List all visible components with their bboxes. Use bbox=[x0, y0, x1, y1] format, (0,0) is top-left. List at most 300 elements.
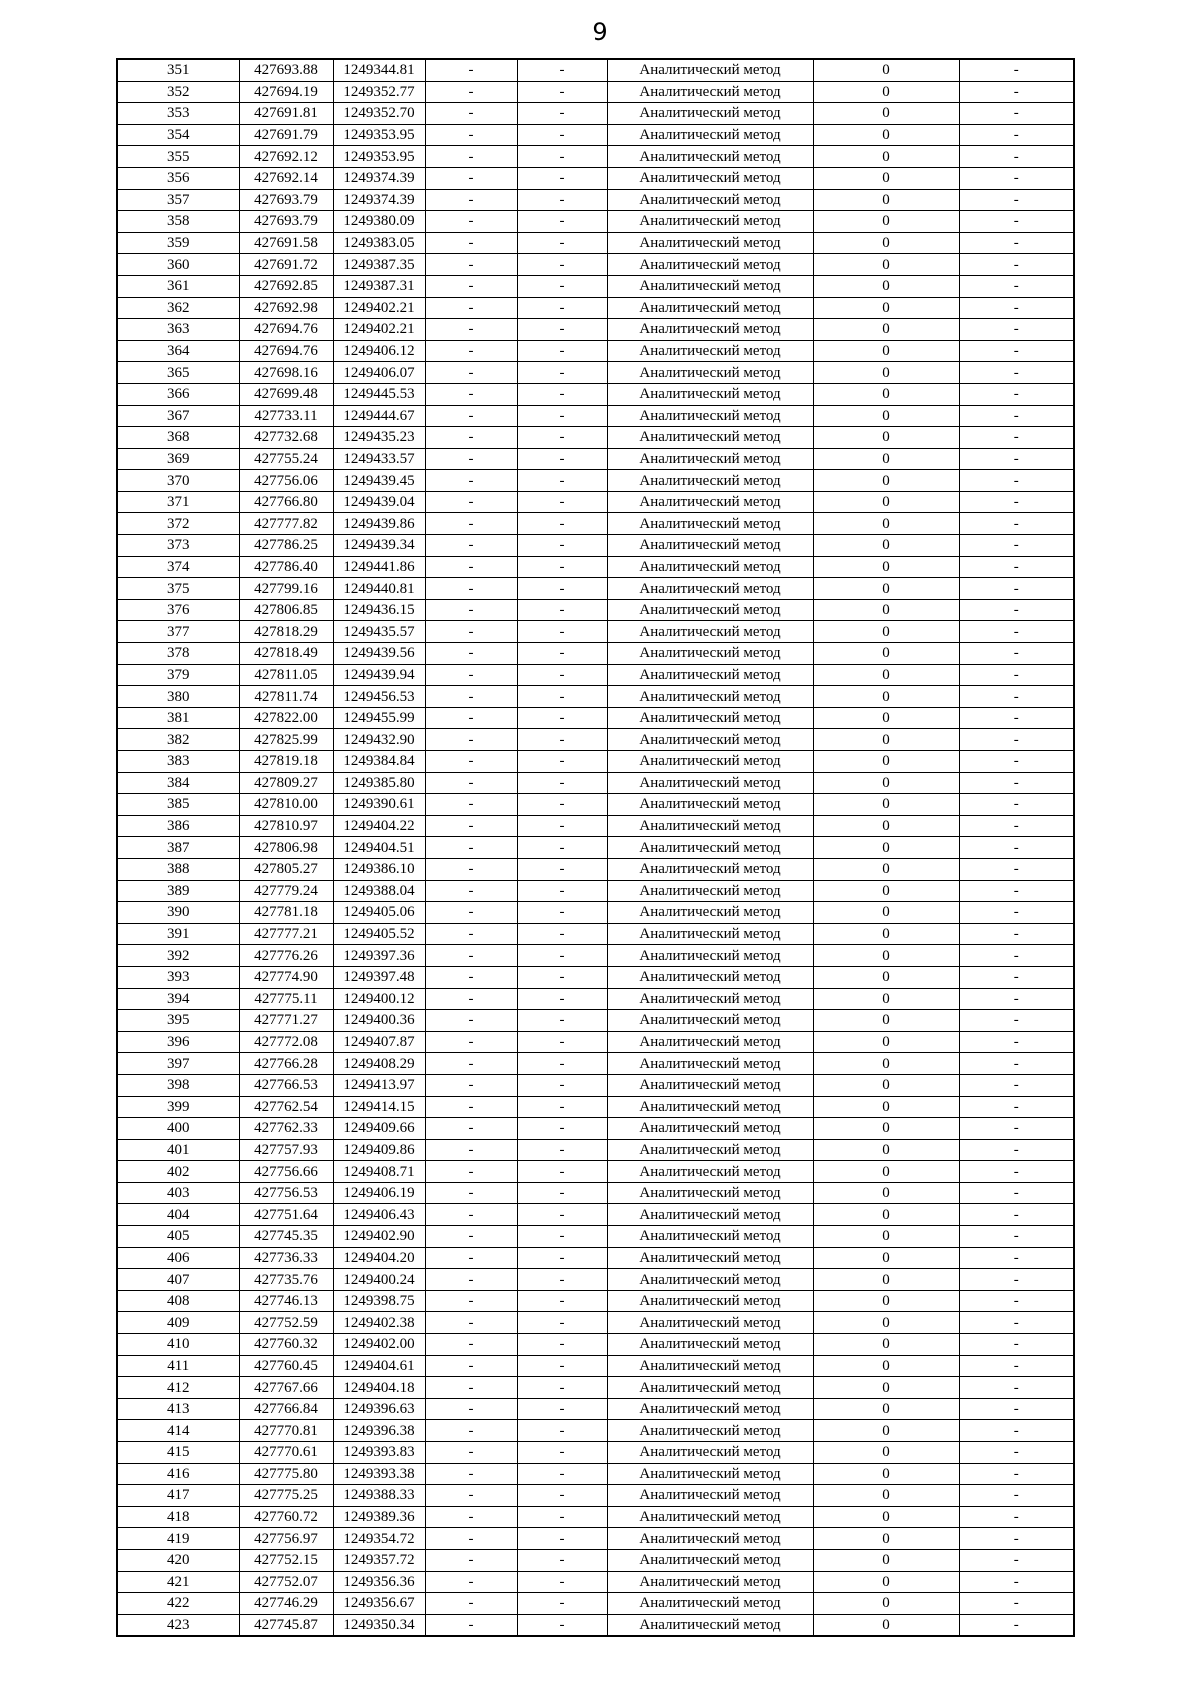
y-coordinate-cell: 1249402.21 bbox=[333, 297, 425, 319]
dash-cell-b: - bbox=[517, 448, 607, 470]
dash-cell-a: - bbox=[425, 470, 517, 492]
dash-cell-b: - bbox=[517, 340, 607, 362]
table-row bbox=[117, 1614, 1074, 1636]
point-number-cell: 386 bbox=[117, 815, 239, 837]
table-row bbox=[117, 1118, 1074, 1140]
dash-cell-c: - bbox=[959, 319, 1074, 341]
point-number-cell: 422 bbox=[117, 1593, 239, 1615]
dash-cell-a: - bbox=[425, 297, 517, 319]
method-cell: Аналитический метод bbox=[607, 837, 813, 859]
table-row bbox=[117, 1593, 1074, 1615]
point-number-cell: 351 bbox=[117, 59, 239, 81]
dash-cell-b: - bbox=[517, 966, 607, 988]
method-cell: Аналитический метод bbox=[607, 1182, 813, 1204]
precision-cell: 0 bbox=[813, 59, 959, 81]
dash-cell-c: - bbox=[959, 837, 1074, 859]
method-cell: Аналитический метод bbox=[607, 643, 813, 665]
x-coordinate-cell: 427755.24 bbox=[239, 448, 333, 470]
x-coordinate-cell: 427809.27 bbox=[239, 772, 333, 794]
point-number-cell: 381 bbox=[117, 707, 239, 729]
y-coordinate-cell: 1249396.63 bbox=[333, 1398, 425, 1420]
table-row bbox=[117, 966, 1074, 988]
y-coordinate-cell: 1249439.04 bbox=[333, 491, 425, 513]
dash-cell-b: - bbox=[517, 945, 607, 967]
table-row bbox=[117, 340, 1074, 362]
method-cell: Аналитический метод bbox=[607, 1506, 813, 1528]
y-coordinate-cell: 1249389.36 bbox=[333, 1506, 425, 1528]
dash-cell-b: - bbox=[517, 1182, 607, 1204]
method-cell: Аналитический метод bbox=[607, 383, 813, 405]
precision-cell: 0 bbox=[813, 772, 959, 794]
y-coordinate-cell: 1249406.12 bbox=[333, 340, 425, 362]
precision-cell: 0 bbox=[813, 1204, 959, 1226]
x-coordinate-cell: 427694.76 bbox=[239, 319, 333, 341]
y-coordinate-cell: 1249393.38 bbox=[333, 1463, 425, 1485]
method-cell: Аналитический метод bbox=[607, 1247, 813, 1269]
precision-cell: 0 bbox=[813, 319, 959, 341]
y-coordinate-cell: 1249406.19 bbox=[333, 1182, 425, 1204]
method-cell: Аналитический метод bbox=[607, 966, 813, 988]
method-cell: Аналитический метод bbox=[607, 146, 813, 168]
precision-cell: 0 bbox=[813, 211, 959, 233]
precision-cell: 0 bbox=[813, 1269, 959, 1291]
dash-cell-a: - bbox=[425, 103, 517, 125]
precision-cell: 0 bbox=[813, 1290, 959, 1312]
y-coordinate-cell: 1249353.95 bbox=[333, 146, 425, 168]
table-row bbox=[117, 815, 1074, 837]
dash-cell-a: - bbox=[425, 81, 517, 103]
table-row bbox=[117, 405, 1074, 427]
dash-cell-c: - bbox=[959, 815, 1074, 837]
dash-cell-b: - bbox=[517, 103, 607, 125]
table-row bbox=[117, 1226, 1074, 1248]
y-coordinate-cell: 1249385.80 bbox=[333, 772, 425, 794]
dash-cell-b: - bbox=[517, 1549, 607, 1571]
table-row bbox=[117, 1096, 1074, 1118]
dash-cell-c: - bbox=[959, 59, 1074, 81]
dash-cell-b: - bbox=[517, 1506, 607, 1528]
method-cell: Аналитический метод bbox=[607, 1442, 813, 1464]
y-coordinate-cell: 1249455.99 bbox=[333, 707, 425, 729]
dash-cell-a: - bbox=[425, 966, 517, 988]
dash-cell-b: - bbox=[517, 81, 607, 103]
dash-cell-c: - bbox=[959, 340, 1074, 362]
table-row bbox=[117, 513, 1074, 535]
dash-cell-a: - bbox=[425, 1549, 517, 1571]
point-number-cell: 357 bbox=[117, 189, 239, 211]
method-cell: Аналитический метод bbox=[607, 1269, 813, 1291]
precision-cell: 0 bbox=[813, 1593, 959, 1615]
precision-cell: 0 bbox=[813, 664, 959, 686]
x-coordinate-cell: 427760.45 bbox=[239, 1355, 333, 1377]
dash-cell-a: - bbox=[425, 1506, 517, 1528]
method-cell: Аналитический метод bbox=[607, 297, 813, 319]
x-coordinate-cell: 427767.66 bbox=[239, 1377, 333, 1399]
dash-cell-a: - bbox=[425, 1355, 517, 1377]
y-coordinate-cell: 1249405.06 bbox=[333, 902, 425, 924]
dash-cell-b: - bbox=[517, 1053, 607, 1075]
point-number-cell: 408 bbox=[117, 1290, 239, 1312]
dash-cell-c: - bbox=[959, 1226, 1074, 1248]
dash-cell-c: - bbox=[959, 1074, 1074, 1096]
x-coordinate-cell: 427693.88 bbox=[239, 59, 333, 81]
x-coordinate-cell: 427699.48 bbox=[239, 383, 333, 405]
dash-cell-b: - bbox=[517, 362, 607, 384]
table-row bbox=[117, 275, 1074, 297]
point-number-cell: 384 bbox=[117, 772, 239, 794]
dash-cell-b: - bbox=[517, 491, 607, 513]
table-row bbox=[117, 59, 1074, 81]
method-cell: Аналитический метод bbox=[607, 491, 813, 513]
x-coordinate-cell: 427760.32 bbox=[239, 1334, 333, 1356]
dash-cell-c: - bbox=[959, 167, 1074, 189]
point-number-cell: 363 bbox=[117, 319, 239, 341]
x-coordinate-cell: 427810.97 bbox=[239, 815, 333, 837]
table-row bbox=[117, 81, 1074, 103]
dash-cell-b: - bbox=[517, 1312, 607, 1334]
dash-cell-c: - bbox=[959, 1204, 1074, 1226]
method-cell: Аналитический метод bbox=[607, 902, 813, 924]
dash-cell-c: - bbox=[959, 1442, 1074, 1464]
dash-cell-c: - bbox=[959, 858, 1074, 880]
table-row bbox=[117, 902, 1074, 924]
precision-cell: 0 bbox=[813, 1506, 959, 1528]
coordinates-table bbox=[116, 58, 1075, 1637]
point-number-cell: 378 bbox=[117, 643, 239, 665]
table-row bbox=[117, 1031, 1074, 1053]
dash-cell-b: - bbox=[517, 1247, 607, 1269]
table-row bbox=[117, 491, 1074, 513]
precision-cell: 0 bbox=[813, 1549, 959, 1571]
point-number-cell: 377 bbox=[117, 621, 239, 643]
dash-cell-c: - bbox=[959, 1031, 1074, 1053]
method-cell: Аналитический метод bbox=[607, 1139, 813, 1161]
point-number-cell: 352 bbox=[117, 81, 239, 103]
dash-cell-b: - bbox=[517, 1571, 607, 1593]
table-row bbox=[117, 1182, 1074, 1204]
y-coordinate-cell: 1249445.53 bbox=[333, 383, 425, 405]
dash-cell-b: - bbox=[517, 275, 607, 297]
y-coordinate-cell: 1249387.35 bbox=[333, 254, 425, 276]
dash-cell-a: - bbox=[425, 146, 517, 168]
y-coordinate-cell: 1249432.90 bbox=[333, 729, 425, 751]
dash-cell-a: - bbox=[425, 599, 517, 621]
table-row bbox=[117, 167, 1074, 189]
precision-cell: 0 bbox=[813, 794, 959, 816]
table-row bbox=[117, 556, 1074, 578]
point-number-cell: 403 bbox=[117, 1182, 239, 1204]
x-coordinate-cell: 427752.15 bbox=[239, 1549, 333, 1571]
x-coordinate-cell: 427692.85 bbox=[239, 275, 333, 297]
dash-cell-a: - bbox=[425, 1074, 517, 1096]
table-row bbox=[117, 858, 1074, 880]
dash-cell-b: - bbox=[517, 1139, 607, 1161]
dash-cell-a: - bbox=[425, 232, 517, 254]
x-coordinate-cell: 427693.79 bbox=[239, 211, 333, 233]
precision-cell: 0 bbox=[813, 1485, 959, 1507]
dash-cell-a: - bbox=[425, 880, 517, 902]
dash-cell-a: - bbox=[425, 1528, 517, 1550]
dash-cell-b: - bbox=[517, 902, 607, 924]
x-coordinate-cell: 427745.35 bbox=[239, 1226, 333, 1248]
method-cell: Аналитический метод bbox=[607, 880, 813, 902]
dash-cell-c: - bbox=[959, 923, 1074, 945]
dash-cell-a: - bbox=[425, 1118, 517, 1140]
point-number-cell: 418 bbox=[117, 1506, 239, 1528]
method-cell: Аналитический метод bbox=[607, 448, 813, 470]
dash-cell-b: - bbox=[517, 1593, 607, 1615]
precision-cell: 0 bbox=[813, 686, 959, 708]
dash-cell-c: - bbox=[959, 988, 1074, 1010]
dash-cell-c: - bbox=[959, 1312, 1074, 1334]
table-row bbox=[117, 535, 1074, 557]
dash-cell-b: - bbox=[517, 794, 607, 816]
dash-cell-a: - bbox=[425, 1377, 517, 1399]
y-coordinate-cell: 1249357.72 bbox=[333, 1549, 425, 1571]
precision-cell: 0 bbox=[813, 751, 959, 773]
precision-cell: 0 bbox=[813, 1614, 959, 1636]
x-coordinate-cell: 427732.68 bbox=[239, 427, 333, 449]
x-coordinate-cell: 427762.33 bbox=[239, 1118, 333, 1140]
y-coordinate-cell: 1249435.57 bbox=[333, 621, 425, 643]
table-row bbox=[117, 1161, 1074, 1183]
point-number-cell: 421 bbox=[117, 1571, 239, 1593]
dash-cell-c: - bbox=[959, 405, 1074, 427]
x-coordinate-cell: 427775.80 bbox=[239, 1463, 333, 1485]
dash-cell-c: - bbox=[959, 1334, 1074, 1356]
point-number-cell: 401 bbox=[117, 1139, 239, 1161]
x-coordinate-cell: 427766.80 bbox=[239, 491, 333, 513]
x-coordinate-cell: 427777.21 bbox=[239, 923, 333, 945]
dash-cell-c: - bbox=[959, 772, 1074, 794]
dash-cell-b: - bbox=[517, 599, 607, 621]
dash-cell-c: - bbox=[959, 362, 1074, 384]
y-coordinate-cell: 1249400.12 bbox=[333, 988, 425, 1010]
dash-cell-b: - bbox=[517, 880, 607, 902]
precision-cell: 0 bbox=[813, 1377, 959, 1399]
dash-cell-c: - bbox=[959, 232, 1074, 254]
y-coordinate-cell: 1249388.33 bbox=[333, 1485, 425, 1507]
method-cell: Аналитический метод bbox=[607, 232, 813, 254]
y-coordinate-cell: 1249402.21 bbox=[333, 319, 425, 341]
precision-cell: 0 bbox=[813, 1074, 959, 1096]
dash-cell-c: - bbox=[959, 707, 1074, 729]
point-number-cell: 402 bbox=[117, 1161, 239, 1183]
dash-cell-a: - bbox=[425, 1096, 517, 1118]
precision-cell: 0 bbox=[813, 707, 959, 729]
table-row bbox=[117, 1549, 1074, 1571]
dash-cell-b: - bbox=[517, 707, 607, 729]
y-coordinate-cell: 1249408.29 bbox=[333, 1053, 425, 1075]
precision-cell: 0 bbox=[813, 103, 959, 125]
table-row bbox=[117, 664, 1074, 686]
dash-cell-a: - bbox=[425, 1053, 517, 1075]
method-cell: Аналитический метод bbox=[607, 772, 813, 794]
precision-cell: 0 bbox=[813, 945, 959, 967]
dash-cell-b: - bbox=[517, 858, 607, 880]
method-cell: Аналитический метод bbox=[607, 513, 813, 535]
precision-cell: 0 bbox=[813, 297, 959, 319]
x-coordinate-cell: 427757.93 bbox=[239, 1139, 333, 1161]
table-row bbox=[117, 578, 1074, 600]
y-coordinate-cell: 1249439.34 bbox=[333, 535, 425, 557]
dash-cell-a: - bbox=[425, 189, 517, 211]
precision-cell: 0 bbox=[813, 578, 959, 600]
x-coordinate-cell: 427746.29 bbox=[239, 1593, 333, 1615]
dash-cell-b: - bbox=[517, 1161, 607, 1183]
dash-cell-a: - bbox=[425, 405, 517, 427]
x-coordinate-cell: 427756.53 bbox=[239, 1182, 333, 1204]
dash-cell-c: - bbox=[959, 297, 1074, 319]
x-coordinate-cell: 427779.24 bbox=[239, 880, 333, 902]
point-number-cell: 389 bbox=[117, 880, 239, 902]
method-cell: Аналитический метод bbox=[607, 1161, 813, 1183]
precision-cell: 0 bbox=[813, 1398, 959, 1420]
y-coordinate-cell: 1249397.48 bbox=[333, 966, 425, 988]
method-cell: Аналитический метод bbox=[607, 1549, 813, 1571]
x-coordinate-cell: 427756.97 bbox=[239, 1528, 333, 1550]
dash-cell-b: - bbox=[517, 1355, 607, 1377]
precision-cell: 0 bbox=[813, 1420, 959, 1442]
method-cell: Аналитический метод bbox=[607, 664, 813, 686]
precision-cell: 0 bbox=[813, 405, 959, 427]
dash-cell-c: - bbox=[959, 448, 1074, 470]
dash-cell-c: - bbox=[959, 1247, 1074, 1269]
x-coordinate-cell: 427806.98 bbox=[239, 837, 333, 859]
method-cell: Аналитический метод bbox=[607, 1031, 813, 1053]
method-cell: Аналитический метод bbox=[607, 578, 813, 600]
y-coordinate-cell: 1249439.94 bbox=[333, 664, 425, 686]
dash-cell-a: - bbox=[425, 340, 517, 362]
point-number-cell: 379 bbox=[117, 664, 239, 686]
point-number-cell: 360 bbox=[117, 254, 239, 276]
point-number-cell: 367 bbox=[117, 405, 239, 427]
point-number-cell: 364 bbox=[117, 340, 239, 362]
dash-cell-b: - bbox=[517, 124, 607, 146]
table-row bbox=[117, 1485, 1074, 1507]
dash-cell-c: - bbox=[959, 1549, 1074, 1571]
precision-cell: 0 bbox=[813, 643, 959, 665]
method-cell: Аналитический метод bbox=[607, 362, 813, 384]
point-number-cell: 356 bbox=[117, 167, 239, 189]
page-number: 9 bbox=[592, 18, 608, 46]
method-cell: Аналитический метод bbox=[607, 794, 813, 816]
method-cell: Аналитический метод bbox=[607, 1096, 813, 1118]
y-coordinate-cell: 1249405.52 bbox=[333, 923, 425, 945]
table-row bbox=[117, 470, 1074, 492]
table-row bbox=[117, 599, 1074, 621]
x-coordinate-cell: 427694.19 bbox=[239, 81, 333, 103]
method-cell: Аналитический метод bbox=[607, 945, 813, 967]
dash-cell-c: - bbox=[959, 1398, 1074, 1420]
dash-cell-c: - bbox=[959, 1377, 1074, 1399]
x-coordinate-cell: 427819.18 bbox=[239, 751, 333, 773]
point-number-cell: 375 bbox=[117, 578, 239, 600]
precision-cell: 0 bbox=[813, 1031, 959, 1053]
table-row bbox=[117, 1442, 1074, 1464]
precision-cell: 0 bbox=[813, 1053, 959, 1075]
dash-cell-a: - bbox=[425, 1571, 517, 1593]
table-row bbox=[117, 1269, 1074, 1291]
dash-cell-a: - bbox=[425, 1420, 517, 1442]
dash-cell-a: - bbox=[425, 643, 517, 665]
precision-cell: 0 bbox=[813, 340, 959, 362]
dash-cell-a: - bbox=[425, 578, 517, 600]
method-cell: Аналитический метод bbox=[607, 1118, 813, 1140]
table-row bbox=[117, 1312, 1074, 1334]
dash-cell-b: - bbox=[517, 837, 607, 859]
y-coordinate-cell: 1249404.22 bbox=[333, 815, 425, 837]
dash-cell-b: - bbox=[517, 1334, 607, 1356]
point-number-cell: 397 bbox=[117, 1053, 239, 1075]
dash-cell-c: - bbox=[959, 1269, 1074, 1291]
dash-cell-a: - bbox=[425, 707, 517, 729]
y-coordinate-cell: 1249354.72 bbox=[333, 1528, 425, 1550]
dash-cell-c: - bbox=[959, 427, 1074, 449]
y-coordinate-cell: 1249402.00 bbox=[333, 1334, 425, 1356]
method-cell: Аналитический метод bbox=[607, 751, 813, 773]
precision-cell: 0 bbox=[813, 858, 959, 880]
dash-cell-c: - bbox=[959, 1614, 1074, 1636]
point-number-cell: 388 bbox=[117, 858, 239, 880]
point-number-cell: 416 bbox=[117, 1463, 239, 1485]
dash-cell-b: - bbox=[517, 923, 607, 945]
table-row bbox=[117, 729, 1074, 751]
dash-cell-a: - bbox=[425, 167, 517, 189]
dash-cell-a: - bbox=[425, 535, 517, 557]
point-number-cell: 374 bbox=[117, 556, 239, 578]
method-cell: Аналитический метод bbox=[607, 189, 813, 211]
precision-cell: 0 bbox=[813, 1182, 959, 1204]
table-row bbox=[117, 751, 1074, 773]
table-row bbox=[117, 707, 1074, 729]
dash-cell-c: - bbox=[959, 1161, 1074, 1183]
table-row bbox=[117, 686, 1074, 708]
y-coordinate-cell: 1249396.38 bbox=[333, 1420, 425, 1442]
dash-cell-b: - bbox=[517, 383, 607, 405]
method-cell: Аналитический метод bbox=[607, 427, 813, 449]
method-cell: Аналитический метод bbox=[607, 1377, 813, 1399]
precision-cell: 0 bbox=[813, 1118, 959, 1140]
dash-cell-c: - bbox=[959, 794, 1074, 816]
y-coordinate-cell: 1249387.31 bbox=[333, 275, 425, 297]
dash-cell-a: - bbox=[425, 1161, 517, 1183]
precision-cell: 0 bbox=[813, 1312, 959, 1334]
precision-cell: 0 bbox=[813, 362, 959, 384]
method-cell: Аналитический метод bbox=[607, 1485, 813, 1507]
method-cell: Аналитический метод bbox=[607, 686, 813, 708]
y-coordinate-cell: 1249439.56 bbox=[333, 643, 425, 665]
dash-cell-a: - bbox=[425, 556, 517, 578]
x-coordinate-cell: 427693.79 bbox=[239, 189, 333, 211]
y-coordinate-cell: 1249413.97 bbox=[333, 1074, 425, 1096]
x-coordinate-cell: 427756.06 bbox=[239, 470, 333, 492]
table-row bbox=[117, 1506, 1074, 1528]
dash-cell-a: - bbox=[425, 837, 517, 859]
precision-cell: 0 bbox=[813, 1096, 959, 1118]
dash-cell-c: - bbox=[959, 1485, 1074, 1507]
y-coordinate-cell: 1249352.77 bbox=[333, 81, 425, 103]
table-row bbox=[117, 146, 1074, 168]
method-cell: Аналитический метод bbox=[607, 923, 813, 945]
dash-cell-c: - bbox=[959, 686, 1074, 708]
precision-cell: 0 bbox=[813, 1334, 959, 1356]
dash-cell-a: - bbox=[425, 794, 517, 816]
dash-cell-c: - bbox=[959, 254, 1074, 276]
dash-cell-a: - bbox=[425, 491, 517, 513]
dash-cell-a: - bbox=[425, 815, 517, 837]
x-coordinate-cell: 427736.33 bbox=[239, 1247, 333, 1269]
